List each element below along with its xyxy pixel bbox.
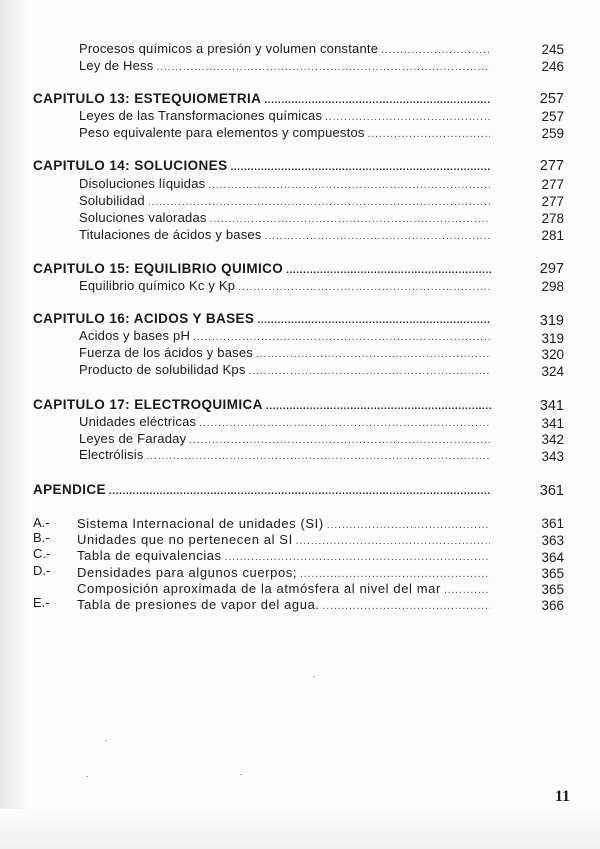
leader-dots (381, 45, 490, 56)
appendix-letter: E.- (33, 595, 50, 610)
chapter-title: CAPITULO 17: ELECTROQUIMICA (33, 397, 263, 412)
entry-page: 364 (541, 550, 564, 565)
entry-title: Titulaciones de ácidos y bases (79, 227, 262, 242)
toc-entry (79, 58, 492, 73)
entry-page: 363 (541, 533, 564, 548)
toc-entry (79, 176, 492, 191)
appendix-title: APENDICE (33, 482, 106, 497)
chapter-page: 277 (539, 158, 564, 174)
entry-page: 365 (541, 566, 564, 581)
leader-dots (286, 265, 491, 276)
entry-title: Tabla de equivalencias (77, 548, 222, 563)
leader-dots (257, 315, 491, 326)
entry-title: Tabla de presiones de vapor del agua. (77, 597, 320, 612)
scan-speck (86, 776, 88, 777)
toc-entry (79, 345, 492, 360)
leader-dots (444, 585, 490, 596)
leader-dots (189, 435, 490, 446)
chapter-heading (33, 158, 493, 173)
entry-title: Densidades para algunos cuerpos; (77, 565, 298, 580)
toc-entry (79, 431, 492, 446)
entry-page: 257 (541, 109, 564, 124)
chapter-heading (33, 261, 493, 276)
page-number: 11 (554, 788, 570, 805)
leader-dots (156, 62, 490, 73)
entry-page: 366 (541, 598, 564, 613)
leader-dots (208, 180, 490, 191)
leader-dots (368, 129, 490, 140)
leader-dots (109, 486, 491, 497)
entry-title: Procesos químicos a presión y volumen constante (79, 41, 379, 56)
scan-speck (240, 774, 242, 775)
toc-entry (79, 210, 492, 225)
entry-title: Solubilidad (79, 193, 145, 208)
toc-entry (79, 108, 492, 123)
page-gutter-shadow (0, 0, 30, 849)
leader-dots (323, 601, 490, 612)
entry-title: Producto de solubilidad Kps (79, 362, 246, 377)
entry-title: Disoluciones líquidas (79, 176, 206, 191)
entry-title: Sistema Internacional de unidades (SI) (77, 516, 324, 531)
entry-title: Peso equivalente para elementos y compuestos (79, 125, 365, 140)
appendix-letter: C.- (33, 546, 51, 561)
entry-page: 245 (541, 42, 564, 57)
entry-page: 277 (541, 177, 564, 192)
entry-page: 319 (541, 331, 564, 346)
leader-dots (238, 282, 490, 293)
chapter-title: CAPITULO 14: SOLUCIONES (33, 158, 228, 173)
chapter-page: 341 (539, 398, 564, 414)
chapter-page: 297 (539, 261, 564, 277)
entry-title: Equilibrio químico Kc y Kp (79, 278, 236, 293)
entry-title: Acidos y bases pH (79, 328, 191, 343)
entry-title: Leyes de las Transformaciones químicas (79, 108, 323, 123)
entry-page: 320 (541, 347, 564, 362)
toc-entry (79, 328, 492, 343)
appendix-heading (33, 482, 493, 497)
chapter-heading (33, 311, 493, 326)
entry-page: 298 (541, 279, 564, 294)
toc-entry (79, 414, 492, 429)
entry-page: 342 (541, 432, 564, 447)
page-bottom-shadow (0, 809, 600, 849)
appendix-entry (77, 581, 492, 596)
entry-title: Electrólisis (79, 447, 144, 462)
toc-entry (79, 362, 492, 377)
leader-dots (225, 552, 490, 563)
entry-title: Fuerza de los ácidos y bases (79, 345, 253, 360)
leader-dots (148, 197, 490, 208)
leader-dots (193, 332, 490, 343)
leader-dots (265, 231, 490, 242)
entry-title: Leyes de Faraday (79, 431, 187, 446)
appendix-entry (77, 548, 492, 563)
leader-dots (249, 366, 490, 377)
appendix-entry (77, 516, 492, 531)
scan-speck (313, 676, 315, 677)
entry-title: Soluciones valoradas (79, 210, 207, 225)
leader-dots (264, 95, 491, 106)
entry-page: 246 (541, 59, 564, 74)
chapter-title: CAPITULO 15: EQUILIBRIO QUIMICO (33, 261, 284, 276)
entry-title: Unidades eléctricas (79, 414, 197, 429)
entry-page: 281 (541, 228, 564, 243)
toc-entry (79, 41, 492, 56)
entry-page: 365 (541, 582, 564, 597)
entry-page: 361 (541, 516, 564, 531)
appendix-entry (77, 532, 492, 547)
toc-entry (79, 278, 492, 293)
entry-page: 277 (541, 194, 564, 209)
chapter-page: 319 (539, 313, 564, 329)
entry-title: Composición aproximada de la atmósfera al nivel del mar (77, 581, 441, 596)
chapter-page: 257 (539, 91, 564, 107)
leader-dots (147, 451, 490, 462)
entry-title: Ley de Hess (79, 58, 154, 73)
appendix-letter: A.- (33, 515, 50, 530)
entry-page: 278 (541, 211, 564, 226)
appendix-page: 361 (539, 483, 564, 499)
toc-entry (79, 193, 492, 208)
leader-dots (327, 520, 490, 531)
entry-title: Unidades que no pertenecen al SI (77, 532, 293, 547)
toc-entry (79, 227, 492, 242)
leader-dots (256, 349, 490, 360)
chapter-heading (33, 91, 493, 106)
leader-dots (210, 214, 490, 225)
appendix-entry (77, 597, 492, 612)
appendix-letter: B.- (33, 530, 50, 545)
chapter-title: CAPITULO 13: ESTEQUIOMETRIA (33, 91, 262, 106)
entry-page: 343 (541, 449, 564, 464)
leader-dots (199, 418, 490, 429)
chapter-title: CAPITULO 16: ACIDOS Y BASES (33, 311, 255, 326)
toc-entry (79, 447, 492, 462)
appendix-letter: D.- (33, 563, 51, 578)
leader-dots (300, 569, 490, 580)
chapter-heading (33, 397, 493, 412)
leader-dots (296, 536, 490, 547)
toc-entry (79, 125, 492, 140)
entry-page: 324 (541, 364, 564, 379)
leader-dots (230, 162, 491, 173)
scan-speck (105, 740, 107, 741)
leader-dots (266, 401, 491, 412)
leader-dots (325, 112, 490, 123)
entry-page: 341 (541, 416, 564, 431)
appendix-entry (77, 565, 492, 580)
entry-page: 259 (541, 126, 564, 141)
